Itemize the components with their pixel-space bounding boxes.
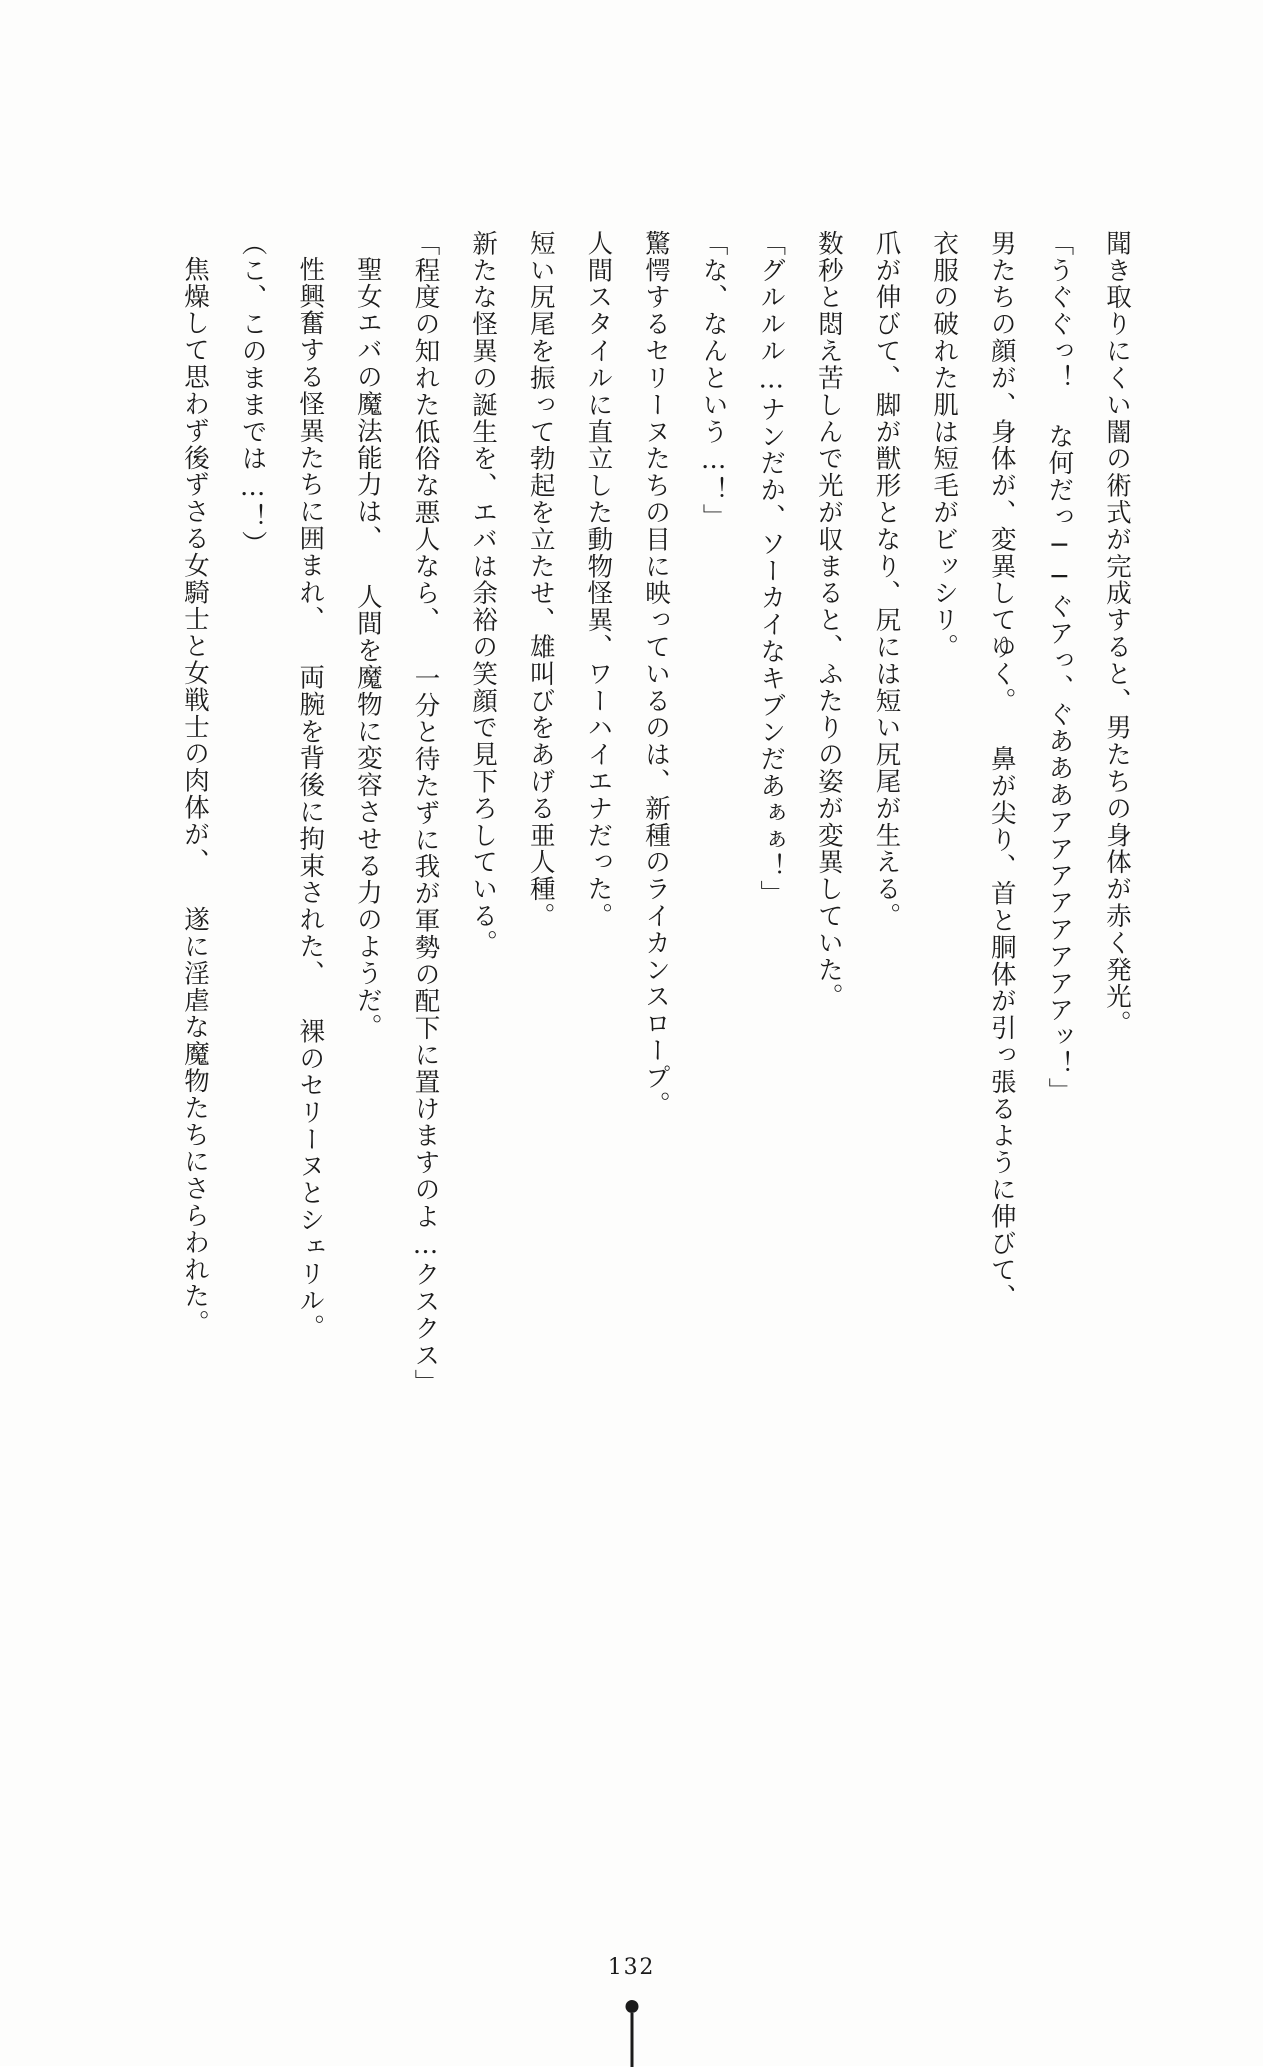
ornament-dot <box>625 2000 638 2013</box>
page-number: 132 <box>607 1955 656 1980</box>
paragraph: 聞き取りにくい闇の術式が完成すると、男たちの身体が赤く発光。 <box>1102 230 1132 1038</box>
paragraph: 焦燥して思わず後ずさる女騎士と女戦士の肉体が、 遂に淫虐な魔物たちにさらわれた。 <box>180 255 210 1337</box>
vertical-text-body <box>130 230 1145 1590</box>
paragraph: 短い尻尾を振って勃起を立たせ、雄叫びをあげる亜人種。 <box>525 230 556 930</box>
paragraph: 性興奮する怪異たちに囲まれ、 両腕を背後に拘束された、 裸のセリーヌとシェリル。 <box>295 255 326 1341</box>
ornament-rule <box>630 2013 633 2067</box>
paragraph: 「程度の知れた低俗な悪人なら、 一分と待たずに我が軍勢の配下に置けますのよ…クスクス」 <box>410 230 441 1396</box>
paragraph: 衣服の破れた肌は短毛がビッシリ。 <box>929 230 960 661</box>
paragraph: 新たな怪異の誕生を、エバは余裕の笑顔で見下ろしている。 <box>468 230 499 957</box>
footer-ornament-icon <box>619 2000 645 2066</box>
paragraph: 「な、なんという…！」 <box>698 230 729 531</box>
paragraph: 「うぐぐっ！ な何だっ──ぐアっ、ぐあああアアアアアアアアッ！」 <box>1044 230 1075 1105</box>
paragraph: 爪が伸びて、脚が獣形となり、尻には短い尻尾が生える。 <box>871 230 902 930</box>
paragraph: 人間スタイルに直立した動物怪異、ワーハイエナだった。 <box>583 230 614 930</box>
paragraph: 数秒と悶え苦しんで光が収まると、ふたりの姿が変異していた。 <box>813 230 844 1011</box>
paragraph: 「グルルル…ナンだか、ソーカイなキブンだあぁぁ！」 <box>756 230 787 908</box>
paragraph: 驚愕するセリーヌたちの目に映っているのは、新種のライカンスロープ。 <box>641 230 671 1118</box>
paragraph: 聖女エバの魔法能力は、 人間を魔物に変容させる力のようだ。 <box>352 255 383 1041</box>
paragraph: （こ、このままでは…！） <box>237 230 268 558</box>
paragraph: 男たちの顔が、身体が、変異してゆく。 鼻が尖り、首と胴体が引っ張るように伸びて、 <box>986 230 1017 1311</box>
